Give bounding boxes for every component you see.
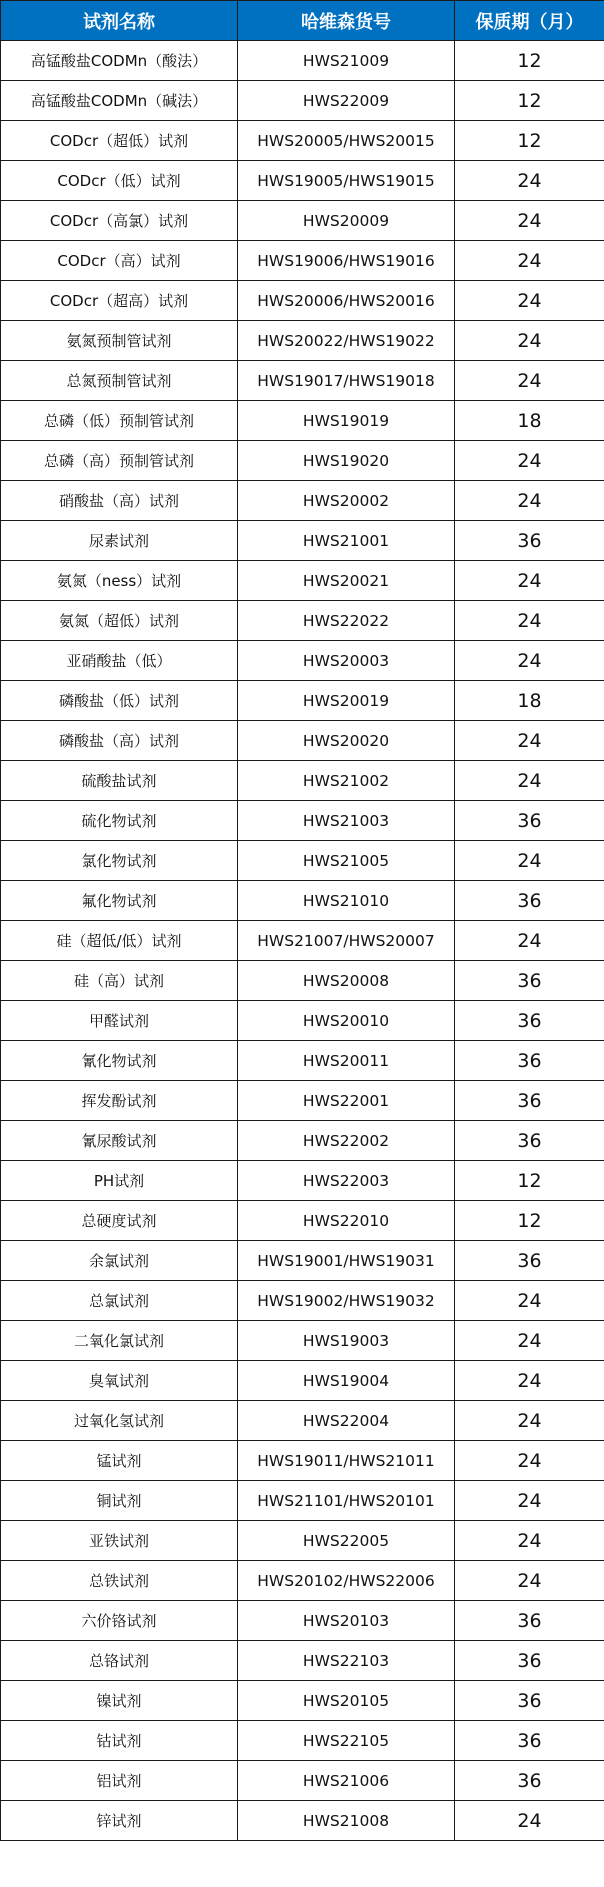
- reagent-name-cell: 总铁试剂: [1, 1561, 238, 1601]
- shelf-life-cell: 36: [455, 521, 604, 561]
- table-row: [1, 1281, 604, 1321]
- shelf-life-cell: 24: [455, 161, 604, 201]
- reagent-name-cell: CODcr（超高）试剂: [1, 281, 238, 321]
- product-code-cell: HWS21002: [238, 761, 455, 801]
- table-row: [1, 521, 604, 561]
- table-row: [1, 1681, 604, 1721]
- table-row: [1, 1241, 604, 1281]
- reagent-name-cell: 硫化物试剂: [1, 801, 238, 841]
- product-code-cell: HWS19017/HWS19018: [238, 361, 455, 401]
- shelf-life-cell: 18: [455, 401, 604, 441]
- shelf-life-cell: 24: [455, 1401, 604, 1441]
- table-row: [1, 1441, 604, 1481]
- table-row: [1, 1041, 604, 1081]
- reagent-name-cell: 过氧化氢试剂: [1, 1401, 238, 1441]
- reagent-name-cell: CODcr（高）试剂: [1, 241, 238, 281]
- shelf-life-cell: 24: [455, 921, 604, 961]
- shelf-life-cell: 36: [455, 1721, 604, 1761]
- product-code-cell: HWS21003: [238, 801, 455, 841]
- reagent-name-cell: 总氮预制管试剂: [1, 361, 238, 401]
- table-row: [1, 561, 604, 601]
- shelf-life-cell: 24: [455, 641, 604, 681]
- shelf-life-cell: 24: [455, 1521, 604, 1561]
- product-code-cell: HWS21008: [238, 1801, 455, 1841]
- table-row: [1, 41, 604, 81]
- shelf-life-cell: 36: [455, 1041, 604, 1081]
- header-row: [1, 1, 604, 41]
- table-row: [1, 1121, 604, 1161]
- product-code-cell: HWS21005: [238, 841, 455, 881]
- reagent-name-cell: 臭氧试剂: [1, 1361, 238, 1401]
- reagent-name-cell: 锰试剂: [1, 1441, 238, 1481]
- shelf-life-cell: 18: [455, 681, 604, 721]
- reagent-name-cell: 磷酸盐（低）试剂: [1, 681, 238, 721]
- table-row: [1, 361, 604, 401]
- table-row: [1, 1801, 604, 1841]
- table-row: [1, 161, 604, 201]
- reagent-name-cell: 高锰酸盐CODMn（酸法）: [1, 41, 238, 81]
- table-body: [1, 41, 604, 1841]
- table-row: [1, 321, 604, 361]
- table-row: [1, 1401, 604, 1441]
- shelf-life-cell: 24: [455, 441, 604, 481]
- table-row: [1, 761, 604, 801]
- reagent-name-cell: CODcr（高氯）试剂: [1, 201, 238, 241]
- reagent-name-cell: 氨氮（超低）试剂: [1, 601, 238, 641]
- shelf-life-cell: 24: [455, 361, 604, 401]
- reagent-name-cell: CODcr（低）试剂: [1, 161, 238, 201]
- reagent-name-cell: 氨氮预制管试剂: [1, 321, 238, 361]
- product-code-cell: HWS21007/HWS20007: [238, 921, 455, 961]
- table-row: [1, 1641, 604, 1681]
- table-row: [1, 1481, 604, 1521]
- product-code-cell: HWS21010: [238, 881, 455, 921]
- product-code-cell: HWS20010: [238, 1001, 455, 1041]
- reagent-name-cell: 氯化物试剂: [1, 841, 238, 881]
- reagent-name-cell: 铜试剂: [1, 1481, 238, 1521]
- product-code-cell: HWS20102/HWS22006: [238, 1561, 455, 1601]
- product-code-cell: HWS20009: [238, 201, 455, 241]
- shelf-life-cell: 36: [455, 1681, 604, 1721]
- product-code-cell: HWS19020: [238, 441, 455, 481]
- table-row: [1, 601, 604, 641]
- reagent-name-cell: 总硬度试剂: [1, 1201, 238, 1241]
- reagent-name-cell: 总磷（低）预制管试剂: [1, 401, 238, 441]
- product-code-cell: HWS20103: [238, 1601, 455, 1641]
- shelf-life-cell: 24: [455, 321, 604, 361]
- product-code-cell: HWS20011: [238, 1041, 455, 1081]
- table-row: [1, 1721, 604, 1761]
- reagent-name-cell: 磷酸盐（高）试剂: [1, 721, 238, 761]
- shelf-life-cell: 24: [455, 1801, 604, 1841]
- table-row: [1, 1161, 604, 1201]
- table-row: [1, 841, 604, 881]
- table-row: [1, 1521, 604, 1561]
- table-row: [1, 121, 604, 161]
- shelf-life-cell: 36: [455, 961, 604, 1001]
- shelf-life-cell: 24: [455, 721, 604, 761]
- product-code-cell: HWS20022/HWS19022: [238, 321, 455, 361]
- reagent-name-cell: 余氯试剂: [1, 1241, 238, 1281]
- table-row: [1, 481, 604, 521]
- table-row: [1, 801, 604, 841]
- product-code-cell: HWS20105: [238, 1681, 455, 1721]
- table-row: [1, 1361, 604, 1401]
- product-code-cell: HWS20021: [238, 561, 455, 601]
- shelf-life-cell: 24: [455, 561, 604, 601]
- reagent-name-cell: 二氧化氯试剂: [1, 1321, 238, 1361]
- reagent-name-cell: 氨氮（ness）试剂: [1, 561, 238, 601]
- table-row: [1, 1601, 604, 1641]
- product-code-cell: HWS22010: [238, 1201, 455, 1241]
- header-shelf-life: 保质期（月）: [455, 1, 604, 41]
- reagent-name-cell: 硝酸盐（高）试剂: [1, 481, 238, 521]
- table-row: [1, 401, 604, 441]
- reagent-name-cell: 镍试剂: [1, 1681, 238, 1721]
- product-code-cell: HWS19005/HWS19015: [238, 161, 455, 201]
- shelf-life-cell: 36: [455, 1641, 604, 1681]
- table-row: [1, 721, 604, 761]
- reagent-name-cell: 氟化物试剂: [1, 881, 238, 921]
- product-code-cell: HWS22003: [238, 1161, 455, 1201]
- product-code-cell: HWS19006/HWS19016: [238, 241, 455, 281]
- product-code-cell: HWS19003: [238, 1321, 455, 1361]
- reagent-name-cell: 六价铬试剂: [1, 1601, 238, 1641]
- product-code-cell: HWS20020: [238, 721, 455, 761]
- reagent-name-cell: 钴试剂: [1, 1721, 238, 1761]
- reagent-name-cell: 氰化物试剂: [1, 1041, 238, 1081]
- product-code-cell: HWS20002: [238, 481, 455, 521]
- shelf-life-cell: 24: [455, 601, 604, 641]
- shelf-life-cell: 24: [455, 1321, 604, 1361]
- product-code-cell: HWS20003: [238, 641, 455, 681]
- table-row: [1, 1081, 604, 1121]
- table-row: [1, 921, 604, 961]
- shelf-life-cell: 24: [455, 1441, 604, 1481]
- reagent-name-cell: PH试剂: [1, 1161, 238, 1201]
- reagent-name-cell: 氰尿酸试剂: [1, 1121, 238, 1161]
- reagent-name-cell: 亚铁试剂: [1, 1521, 238, 1561]
- shelf-life-cell: 36: [455, 1761, 604, 1801]
- table-row: [1, 1761, 604, 1801]
- shelf-life-cell: 36: [455, 1601, 604, 1641]
- table-row: [1, 1001, 604, 1041]
- table-row: [1, 881, 604, 921]
- reagent-name-cell: 甲醛试剂: [1, 1001, 238, 1041]
- shelf-life-cell: 36: [455, 881, 604, 921]
- product-code-cell: HWS20019: [238, 681, 455, 721]
- reagent-name-cell: 挥发酚试剂: [1, 1081, 238, 1121]
- product-code-cell: HWS19011/HWS21011: [238, 1441, 455, 1481]
- shelf-life-cell: 24: [455, 1561, 604, 1601]
- table-row: [1, 441, 604, 481]
- reagent-name-cell: 总磷（高）预制管试剂: [1, 441, 238, 481]
- header-reagent-name: 试剂名称: [1, 1, 238, 41]
- shelf-life-cell: 24: [455, 761, 604, 801]
- reagent-name-cell: 尿素试剂: [1, 521, 238, 561]
- product-code-cell: HWS19004: [238, 1361, 455, 1401]
- product-code-cell: HWS22001: [238, 1081, 455, 1121]
- table-row: [1, 1201, 604, 1241]
- product-code-cell: HWS21001: [238, 521, 455, 561]
- table-row: [1, 81, 604, 121]
- product-code-cell: HWS22004: [238, 1401, 455, 1441]
- product-code-cell: HWS21101/HWS20101: [238, 1481, 455, 1521]
- table-row: [1, 241, 604, 281]
- product-code-cell: HWS20008: [238, 961, 455, 1001]
- product-code-cell: HWS22022: [238, 601, 455, 641]
- reagent-name-cell: 硫酸盐试剂: [1, 761, 238, 801]
- shelf-life-cell: 12: [455, 1201, 604, 1241]
- table-header: [1, 1, 604, 41]
- shelf-life-cell: 24: [455, 1361, 604, 1401]
- shelf-life-cell: 12: [455, 121, 604, 161]
- reagent-name-cell: 总铬试剂: [1, 1641, 238, 1681]
- table-row: [1, 201, 604, 241]
- table-row: [1, 641, 604, 681]
- shelf-life-cell: 36: [455, 801, 604, 841]
- table-row: [1, 1321, 604, 1361]
- reagent-name-cell: 铝试剂: [1, 1761, 238, 1801]
- product-code-cell: HWS22105: [238, 1721, 455, 1761]
- reagent-name-cell: 高锰酸盐CODMn（碱法）: [1, 81, 238, 121]
- header-product-code: 哈维森货号: [238, 1, 455, 41]
- reagent-name-cell: 硅（超低/低）试剂: [1, 921, 238, 961]
- product-code-cell: HWS22002: [238, 1121, 455, 1161]
- table-row: [1, 961, 604, 1001]
- shelf-life-cell: 36: [455, 1121, 604, 1161]
- product-code-cell: HWS21009: [238, 41, 455, 81]
- shelf-life-cell: 12: [455, 1161, 604, 1201]
- reagent-name-cell: 亚硝酸盐（低）: [1, 641, 238, 681]
- shelf-life-cell: 12: [455, 81, 604, 121]
- shelf-life-cell: 24: [455, 841, 604, 881]
- shelf-life-cell: 36: [455, 1001, 604, 1041]
- table-row: [1, 1561, 604, 1601]
- reagent-name-cell: CODcr（超低）试剂: [1, 121, 238, 161]
- shelf-life-cell: 24: [455, 1281, 604, 1321]
- shelf-life-cell: 24: [455, 241, 604, 281]
- shelf-life-cell: 24: [455, 201, 604, 241]
- reagent-name-cell: 锌试剂: [1, 1801, 238, 1841]
- product-code-cell: HWS19019: [238, 401, 455, 441]
- product-code-cell: HWS21006: [238, 1761, 455, 1801]
- shelf-life-cell: 24: [455, 481, 604, 521]
- shelf-life-cell: 24: [455, 1481, 604, 1521]
- shelf-life-cell: 12: [455, 41, 604, 81]
- product-code-cell: HWS22009: [238, 81, 455, 121]
- product-code-cell: HWS22103: [238, 1641, 455, 1681]
- table-row: [1, 281, 604, 321]
- shelf-life-cell: 36: [455, 1241, 604, 1281]
- shelf-life-cell: 36: [455, 1081, 604, 1121]
- reagent-name-cell: 总氯试剂: [1, 1281, 238, 1321]
- product-code-cell: HWS20005/HWS20015: [238, 121, 455, 161]
- product-code-cell: HWS19002/HWS19032: [238, 1281, 455, 1321]
- product-code-cell: HWS22005: [238, 1521, 455, 1561]
- reagent-name-cell: 硅（高）试剂: [1, 961, 238, 1001]
- table-row: [1, 681, 604, 721]
- shelf-life-cell: 24: [455, 281, 604, 321]
- product-code-cell: HWS20006/HWS20016: [238, 281, 455, 321]
- product-code-cell: HWS19001/HWS19031: [238, 1241, 455, 1281]
